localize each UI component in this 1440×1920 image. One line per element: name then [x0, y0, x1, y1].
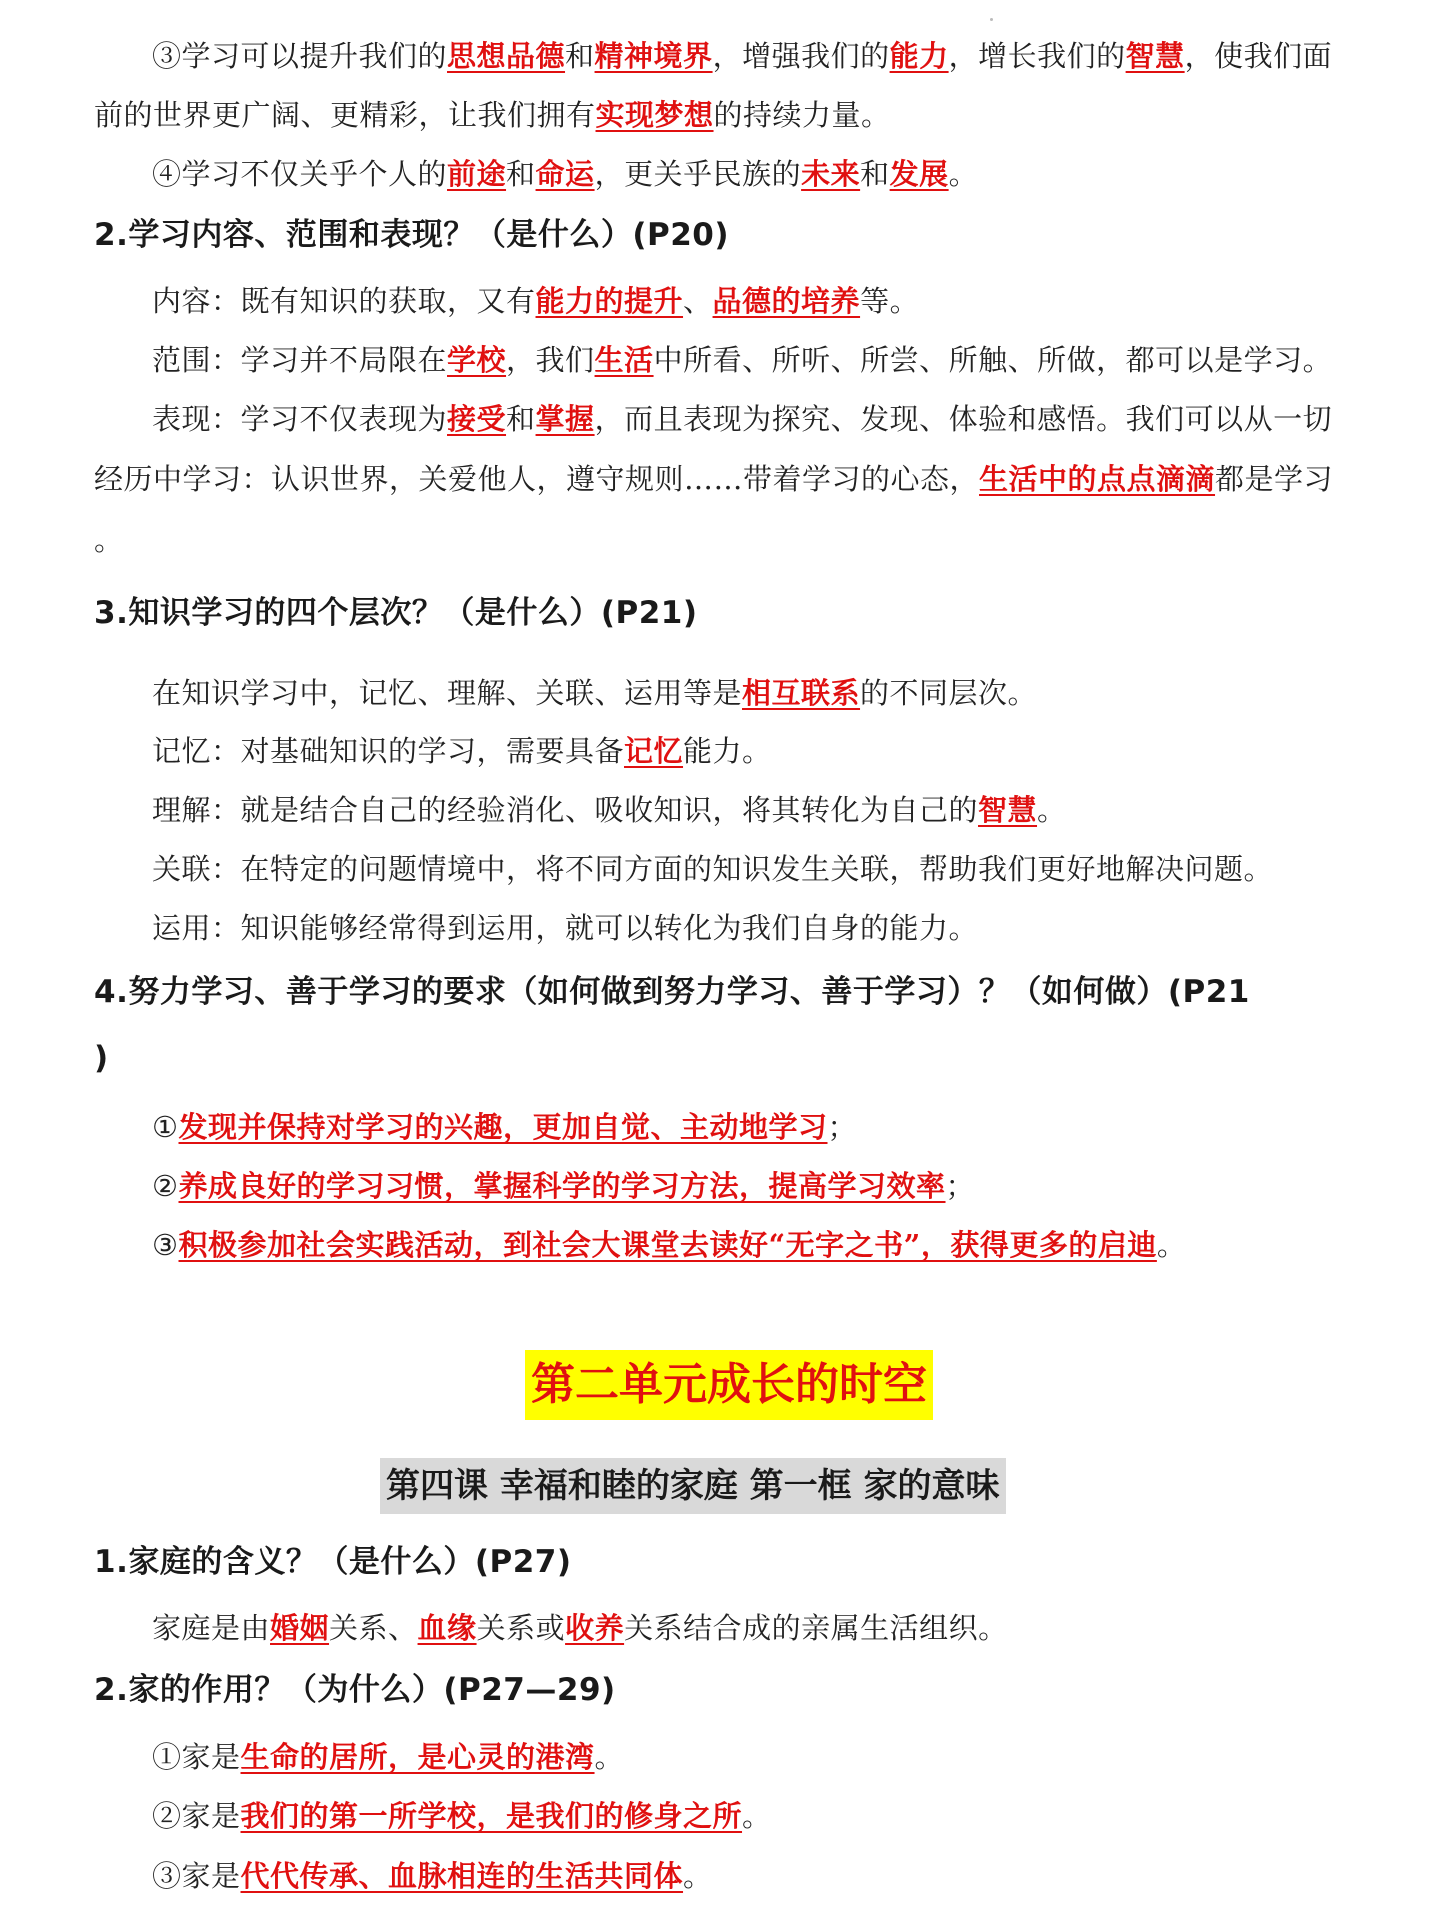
highlight-term: 品德的培养 [712, 284, 861, 318]
highlight-term: 命运 [535, 157, 595, 191]
paragraph-point-3-cont [94, 95, 891, 135]
performance-line-cont [94, 459, 1333, 499]
highlight-term: 智慧 [1125, 39, 1185, 73]
section-heading-home: 2.家的作用？（为什么）(P27—29) [94, 1672, 616, 1708]
requirement-3 [152, 1225, 1186, 1265]
scope-line [152, 340, 1332, 380]
memory-line [152, 731, 772, 771]
content-line [152, 281, 919, 321]
text: 的持续力量。 [713, 98, 891, 132]
text: 记忆：对基础知识的学习，需要具备 [152, 734, 625, 768]
paragraph-point-4 [152, 154, 978, 194]
highlight-term: 学校 [447, 343, 507, 377]
text: 和 [860, 157, 890, 191]
lesson-title: 第四课 幸福和睦的家庭 第一框 家的意味 [380, 1458, 1006, 1514]
text: ① [152, 1110, 179, 1144]
text: ，增强我们的 [712, 39, 890, 73]
relate-line: 关联：在特定的问题情境中，将不同方面的知识发生关联，帮助我们更好地解决问题。 [152, 852, 1274, 886]
text: 经历中学习：认识世界，关爱他人，遵守规则……带着学习的心态， [94, 462, 980, 496]
highlight-term: 生命的居所，是心灵的港湾 [240, 1740, 595, 1774]
text: ，我们 [506, 343, 595, 377]
text: ④学习不仅关乎个人的 [152, 157, 448, 191]
text: 家庭是由 [152, 1611, 271, 1645]
text: ，使我们面 [1184, 39, 1333, 73]
highlight-term: 掌握 [535, 402, 595, 436]
text: ，增长我们的 [948, 39, 1126, 73]
requirement-2 [152, 1166, 975, 1206]
text: 和 [506, 402, 536, 436]
text: 、 [683, 284, 713, 318]
text: 前的世界更广阔、更精彩，让我们拥有 [94, 98, 596, 132]
apply-line: 运用：知识能够经常得到运用，就可以转化为我们自身的能力。 [152, 911, 979, 945]
text: 范围：学习并不局限在 [152, 343, 448, 377]
section-heading-4-cont: ) [94, 1040, 109, 1076]
highlight-term: 生活中的点点滴滴 [979, 462, 1216, 496]
highlight-term: 接受 [447, 402, 507, 436]
highlight-term: 我们的第一所学校，是我们的修身之所 [240, 1799, 743, 1833]
text: 关系、 [329, 1611, 418, 1645]
highlight-term: 能力 [889, 39, 949, 73]
home-point-3 [152, 1856, 713, 1896]
text: ； [945, 1169, 976, 1203]
text: 关系或 [476, 1611, 566, 1645]
text: ③学习可以提升我们的 [152, 39, 448, 73]
text: 。 [1156, 1228, 1187, 1262]
text: 和 [565, 39, 595, 73]
text: 。 [948, 157, 979, 191]
text: 。 [742, 1799, 772, 1833]
highlight-term: 积极参加社会实践活动，到社会大课堂去读好“无字之书”，获得更多的启迪 [178, 1228, 1157, 1262]
text: 和 [506, 157, 536, 191]
performance-line-end: 。 [94, 523, 124, 557]
text: 。 [594, 1740, 625, 1774]
highlight-term: 相互联系 [742, 676, 861, 710]
performance-line [152, 399, 1332, 439]
highlight-term: 精神境界 [594, 39, 713, 73]
home-point-2 [152, 1796, 772, 1836]
text: ； [827, 1110, 858, 1144]
text: ，更关乎民族的 [594, 157, 802, 191]
highlight-term: 生活 [594, 343, 654, 377]
text: ①家是 [152, 1740, 241, 1774]
highlight-term: 发现并保持对学习的兴趣，更加自觉、主动地学习 [178, 1110, 828, 1144]
highlight-term: 能力的提升 [535, 284, 684, 318]
text: 。 [1037, 793, 1067, 827]
text: 等。 [860, 284, 920, 318]
highlight-term: 血缘 [417, 1611, 477, 1645]
scan-speck [990, 18, 993, 21]
highlight-term: 智慧 [978, 793, 1038, 827]
highlight-term: 养成良好的学习习惯，掌握科学的学习方法，提高学习效率 [178, 1169, 946, 1203]
text: 在知识学习中，记忆、理解、关联、运用等是 [152, 676, 743, 710]
text: 表现：学习不仅表现为 [152, 402, 448, 436]
text: 能力。 [683, 734, 772, 768]
text: 理解：就是结合自己的经验消化、吸收知识，将其转化为自己的 [152, 793, 979, 827]
section-heading-family: 1.家庭的含义？（是什么）(P27) [94, 1544, 572, 1580]
home-point-1 [152, 1737, 624, 1777]
highlight-term: 实现梦想 [595, 98, 714, 132]
highlight-term: 未来 [801, 157, 861, 191]
highlight-term: 记忆 [624, 734, 684, 768]
unit-title: 第二单元成长的时空 [525, 1350, 933, 1420]
highlight-term: 发展 [889, 157, 949, 191]
text: 都是学习 [1215, 462, 1334, 496]
text: 的不同层次。 [860, 676, 1038, 710]
section-heading-4: 4.努力学习、善于学习的要求（如何做到努力学习、善于学习）？（如何做）(P21 [94, 974, 1250, 1010]
family-definition [152, 1608, 1008, 1648]
text: ③家是 [152, 1859, 241, 1893]
levels-line [152, 673, 1037, 713]
text: 关系结合成的亲属生活组织。 [624, 1611, 1008, 1645]
highlight-term: 收养 [565, 1611, 625, 1645]
text: ③ [152, 1228, 179, 1262]
highlight-term: 代代传承、血脉相连的生活共同体 [240, 1859, 684, 1893]
requirement-1 [152, 1107, 857, 1147]
paragraph-point-3 [152, 36, 1332, 76]
understand-line [152, 790, 1067, 830]
text: 中所看、所听、所尝、所触、所做，都可以是学习。 [653, 343, 1333, 377]
highlight-term: 思想品德 [447, 39, 566, 73]
text: ，而且表现为探究、发现、体验和感悟。我们可以从一切 [594, 402, 1333, 436]
text: ② [152, 1169, 179, 1203]
text: 。 [683, 1859, 713, 1893]
highlight-term: 前途 [447, 157, 507, 191]
section-heading-3: 3.知识学习的四个层次？（是什么）(P21) [94, 595, 698, 631]
section-heading-2: 2.学习内容、范围和表现？（是什么）(P20) [94, 217, 730, 253]
text: 内容：既有知识的获取，又有 [152, 284, 536, 318]
highlight-term: 婚姻 [270, 1611, 330, 1645]
text: ②家是 [152, 1799, 241, 1833]
